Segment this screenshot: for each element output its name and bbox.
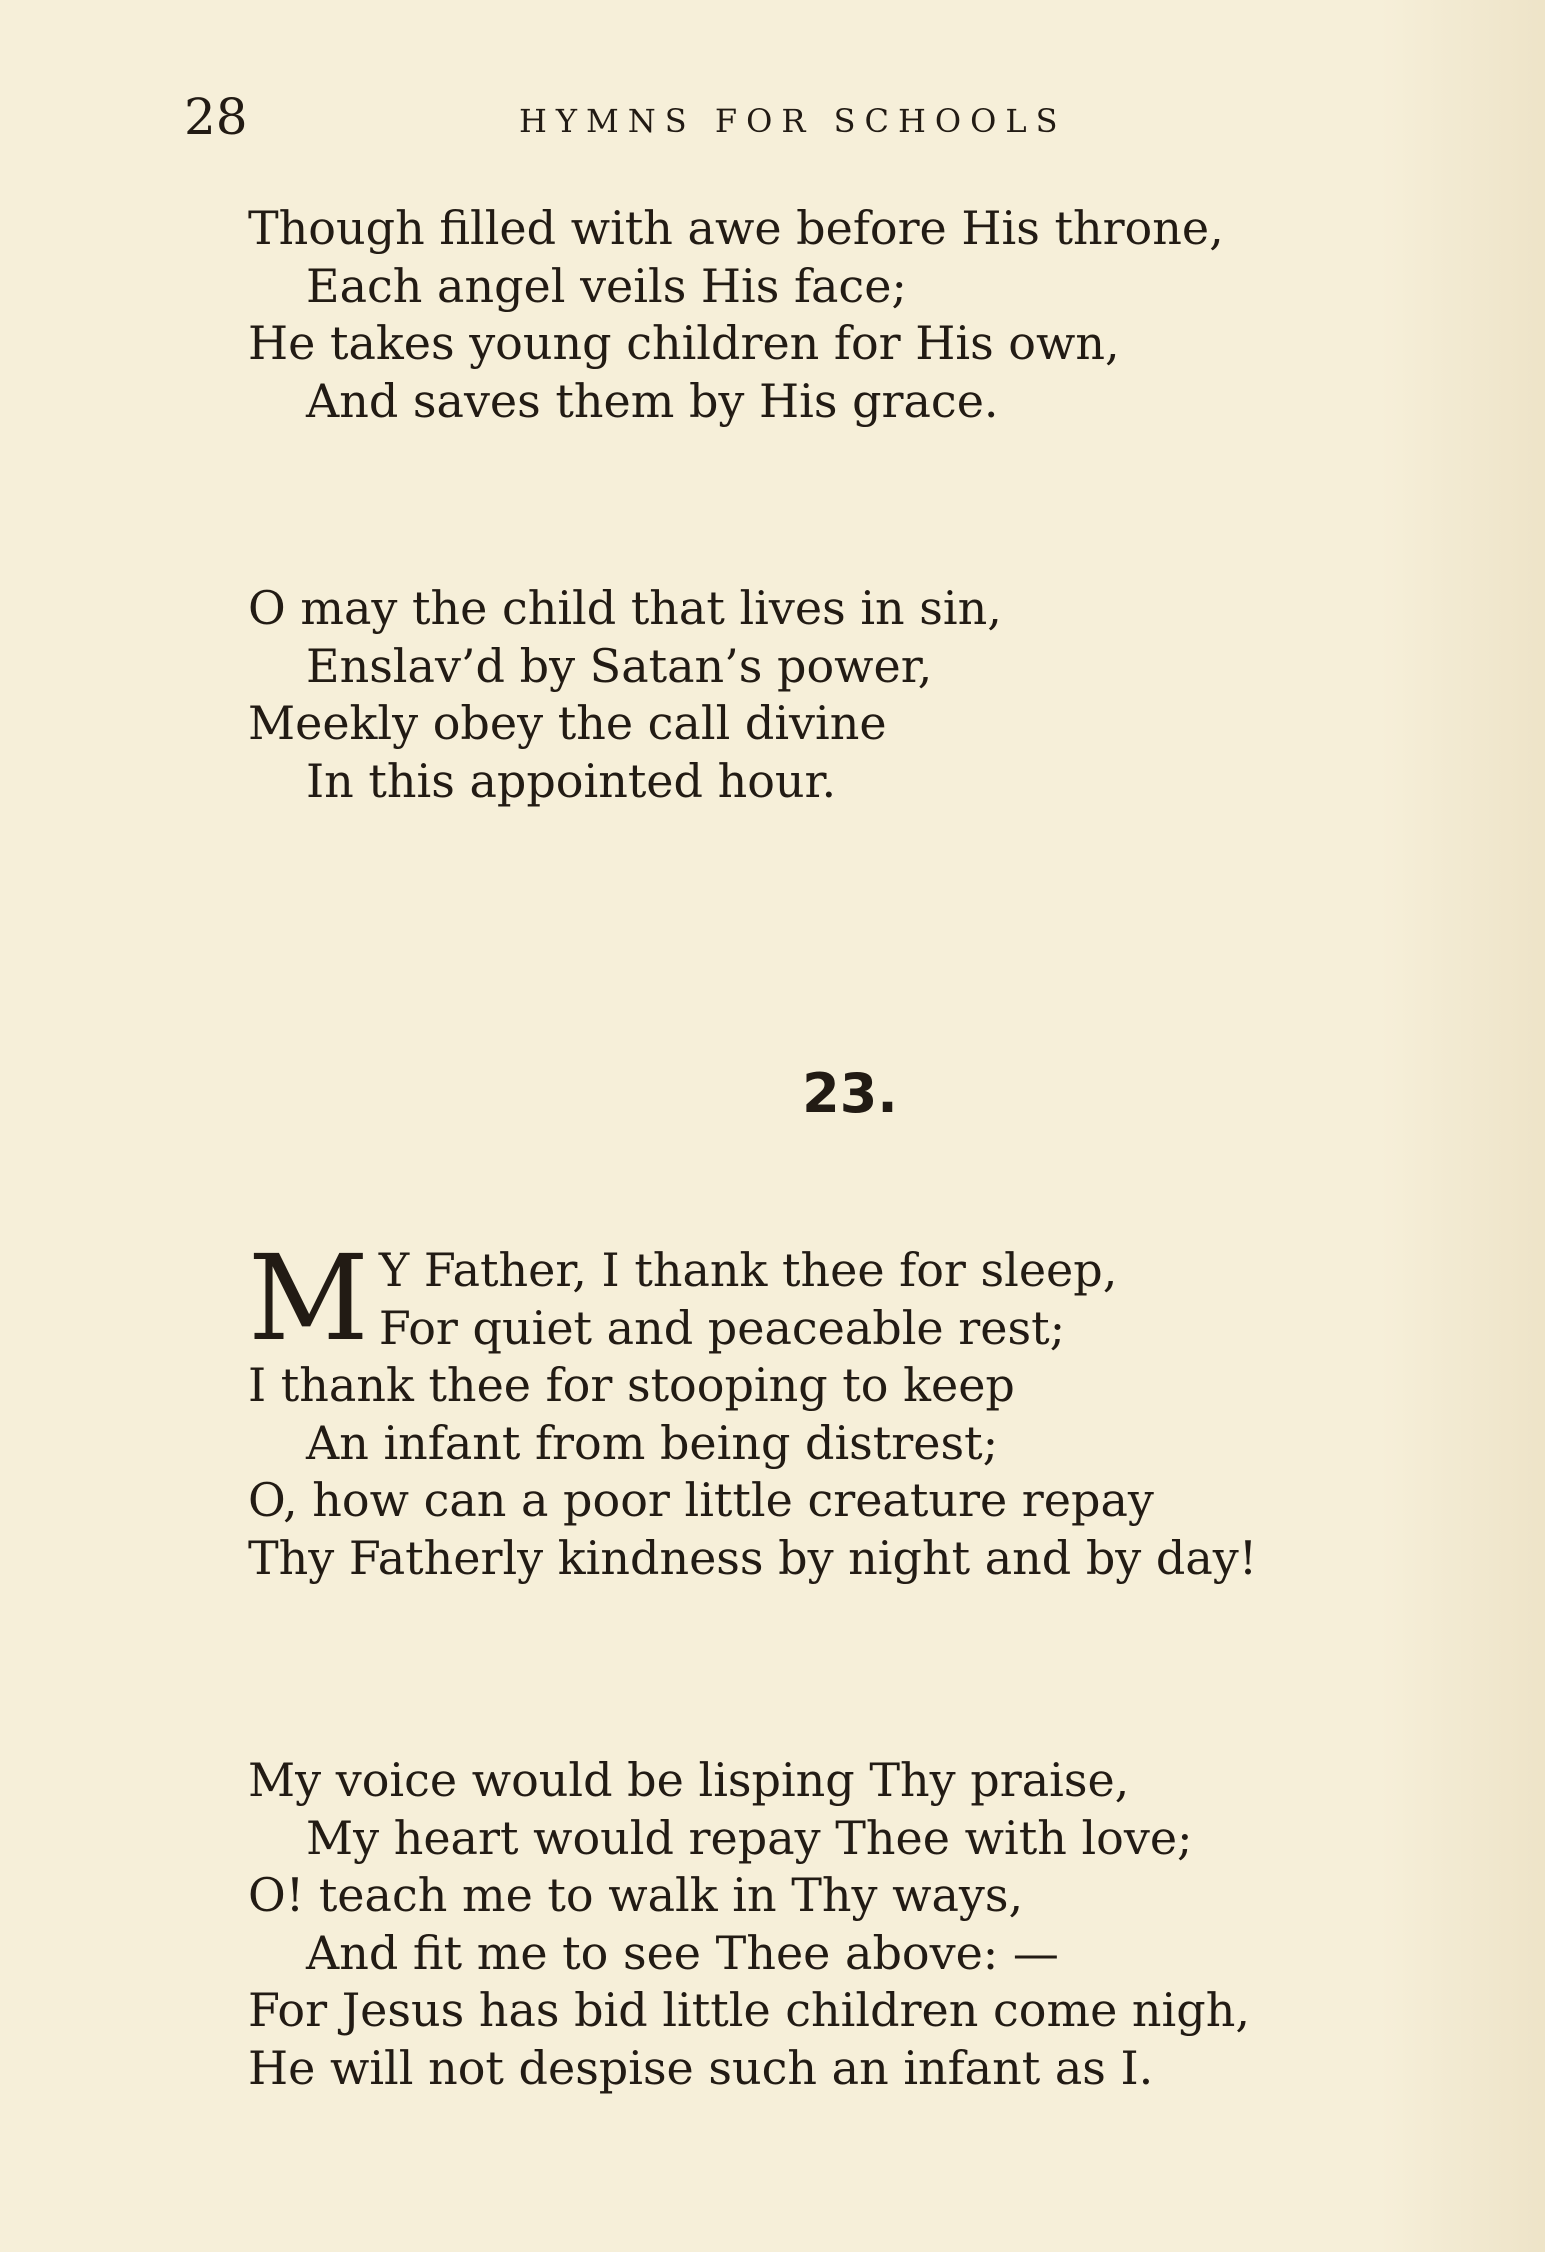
page-number: 28 <box>184 88 248 146</box>
stanza <box>248 1752 1250 2098</box>
verse-line: For Jesus has bid little children come nigh, <box>248 1983 1250 2038</box>
verse-line: Meekly obey the call divine <box>248 696 887 751</box>
verse-line: O! teach me to walk in Thy ways, <box>248 1868 1024 1923</box>
verse-line: O may the child that lives in sin, <box>248 581 1002 635</box>
running-head: HYMNS FOR SCHOOLS <box>519 102 1067 140</box>
verse-line: And fit me to see Thee above: — <box>306 1925 1059 1980</box>
paper-stain <box>1380 0 1545 2252</box>
verse-line: And saves them by His grace. <box>306 373 999 428</box>
stanza <box>248 200 1224 430</box>
page-header <box>184 88 1184 148</box>
verse-line: Y Father, I thank thee for sleep, <box>378 1243 1118 1297</box>
verse-line: Each angel veils His face; <box>306 258 907 313</box>
stanza <box>248 1229 1258 1588</box>
hymn-number: 23. <box>802 1062 898 1125</box>
drop-cap: M <box>248 1229 369 1367</box>
verse-line: Enslav’d by Satan’s power, <box>306 638 933 693</box>
verse-line: I thank thee for stooping to keep <box>248 1358 1015 1413</box>
verse-line: My heart would repay Thee with love; <box>306 1810 1193 1865</box>
verse-line: He takes young children for His own, <box>248 316 1120 371</box>
verse-line: An infant from being distrest; <box>306 1415 999 1470</box>
verse-line: O, how can a poor little creature repay <box>248 1473 1154 1528</box>
verse-line: For quiet and peaceable rest; <box>378 1300 1066 1355</box>
verse-line: Thy Fatherly kindness by night and by day! <box>248 1530 1258 1585</box>
verse-line: He will not despise such an infant as I. <box>248 2040 1154 2095</box>
verse-line: My voice would be lisping Thy praise, <box>248 1753 1130 1807</box>
verse-line: In this appointed hour. <box>306 753 837 808</box>
verse-line: Though filled with awe before His throne, <box>248 201 1224 255</box>
stanza <box>248 580 1002 810</box>
